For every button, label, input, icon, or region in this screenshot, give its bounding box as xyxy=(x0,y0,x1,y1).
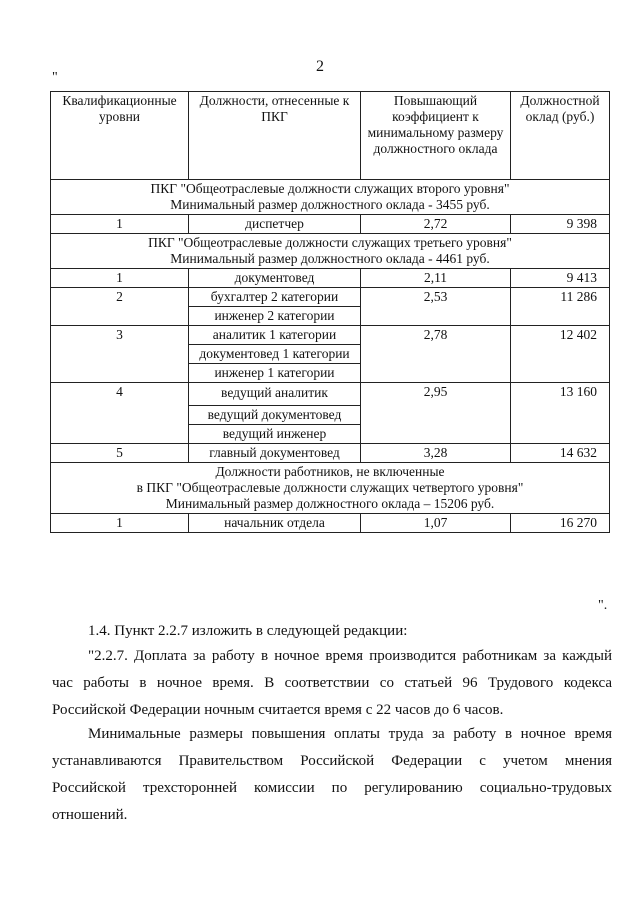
coefficient-cell: 2,11 xyxy=(361,269,511,288)
position-cell: инженер 1 категории xyxy=(189,364,361,383)
paragraph-2-2-7 xyxy=(52,643,612,724)
salary-cell: 9 398 xyxy=(511,215,610,234)
coefficient-cell: 2,78 xyxy=(361,326,511,383)
coefficient-cell: 2,72 xyxy=(361,215,511,234)
position-cell: диспетчер xyxy=(189,215,361,234)
table-row xyxy=(51,444,610,463)
coefficient-cell: 3,28 xyxy=(361,444,511,463)
group-min-salary: Минимальный размер должностного оклада – 15206 руб. xyxy=(165,496,495,511)
header-salary: Должностной оклад (руб.) xyxy=(511,92,610,180)
position-cell: начальник отдела xyxy=(189,514,361,533)
salary-cell: 12 402 xyxy=(511,326,610,383)
level-cell: 5 xyxy=(51,444,189,463)
paragraph-item-1-4: 1.4. Пункт 2.2.7 изложить в следующей редакции: xyxy=(88,623,408,639)
level-cell: 3 xyxy=(51,326,189,383)
position-cell: аналитик 1 категории xyxy=(189,326,361,345)
level-cell: 1 xyxy=(51,514,189,533)
paragraph-night-pay xyxy=(52,721,612,829)
text-line: "2.2.7. Доплата за работу в ночное время производится работникам за каждый xyxy=(88,648,612,664)
text-line: Российской трехсторонней комиссии по регулированию социально-трудовых xyxy=(52,780,612,796)
salary-cell: 13 160 xyxy=(511,383,610,444)
header-qualification-levels: Квалификационные уровни xyxy=(51,92,189,180)
group-title: ПКГ "Общеотраслевые должности служащих второго уровня" xyxy=(150,181,510,196)
position-cell: ведущий инженер xyxy=(189,425,361,444)
table-header-row xyxy=(51,92,610,180)
position-cell: инженер 2 категории xyxy=(189,307,361,326)
salary-cell: 14 632 xyxy=(511,444,610,463)
position-cell: документовед xyxy=(189,269,361,288)
position-cell: бухгалтер 2 категории xyxy=(189,288,361,307)
group-min-salary: Минимальный размер должностного оклада - 4461 руб. xyxy=(170,251,490,266)
text-line: час работы в ночное время. В соответствии со статьей 96 Трудового кодекса xyxy=(52,675,612,691)
position-cell: ведущий документовед xyxy=(189,406,361,425)
header-positions: Должности, отнесенные к ПКГ xyxy=(189,92,361,180)
group-title-line: в ПКГ "Общеотраслевые должности служащих четвертого уровня" xyxy=(136,480,524,495)
level-cell: 2 xyxy=(51,288,189,326)
level-cell: 1 xyxy=(51,269,189,288)
group-title: ПКГ "Общеотраслевые должности служащих третьего уровня" xyxy=(148,235,512,250)
opening-quote-mark: " xyxy=(52,70,58,85)
table-row xyxy=(51,269,610,288)
group-min-salary: Минимальный размер должностного оклада - 3455 руб. xyxy=(170,197,490,212)
text-line: Российской Федерации ночным считается время с 22 часов до 6 часов. xyxy=(52,702,504,718)
table-row xyxy=(51,514,610,533)
salary-table xyxy=(50,91,610,533)
level-cell: 4 xyxy=(51,383,189,444)
closing-quote-mark: ". xyxy=(598,598,608,613)
group-header-second-level xyxy=(51,180,610,215)
page-number: 2 xyxy=(316,58,324,75)
text-line: Минимальные размеры повышения оплаты труда за работу в ночное время xyxy=(88,726,612,742)
group-title-line: Должности работников, не включенные xyxy=(215,464,445,479)
level-cell: 1 xyxy=(51,215,189,234)
salary-cell: 16 270 xyxy=(511,514,610,533)
coefficient-cell: 2,95 xyxy=(361,383,511,444)
position-cell: документовед 1 категории xyxy=(189,345,361,364)
group-header-third-level xyxy=(51,234,610,269)
text-line: отношений. xyxy=(52,807,128,823)
position-cell: главный документовед xyxy=(189,444,361,463)
table-row xyxy=(51,215,610,234)
coefficient-cell: 1,07 xyxy=(361,514,511,533)
coefficient-cell: 2,53 xyxy=(361,288,511,326)
group-header-fourth-level xyxy=(51,463,610,514)
text-line: устанавливаются Правительством Российской Федерации с учетом мнения xyxy=(52,753,612,769)
table-row xyxy=(51,383,610,406)
salary-cell: 9 413 xyxy=(511,269,610,288)
table-row xyxy=(51,326,610,345)
salary-cell: 11 286 xyxy=(511,288,610,326)
table-row xyxy=(51,288,610,307)
header-coefficient: Повышающий коэффициент к минимальному размеру должностного оклада xyxy=(361,92,511,180)
position-cell: ведущий аналитик xyxy=(189,383,361,406)
